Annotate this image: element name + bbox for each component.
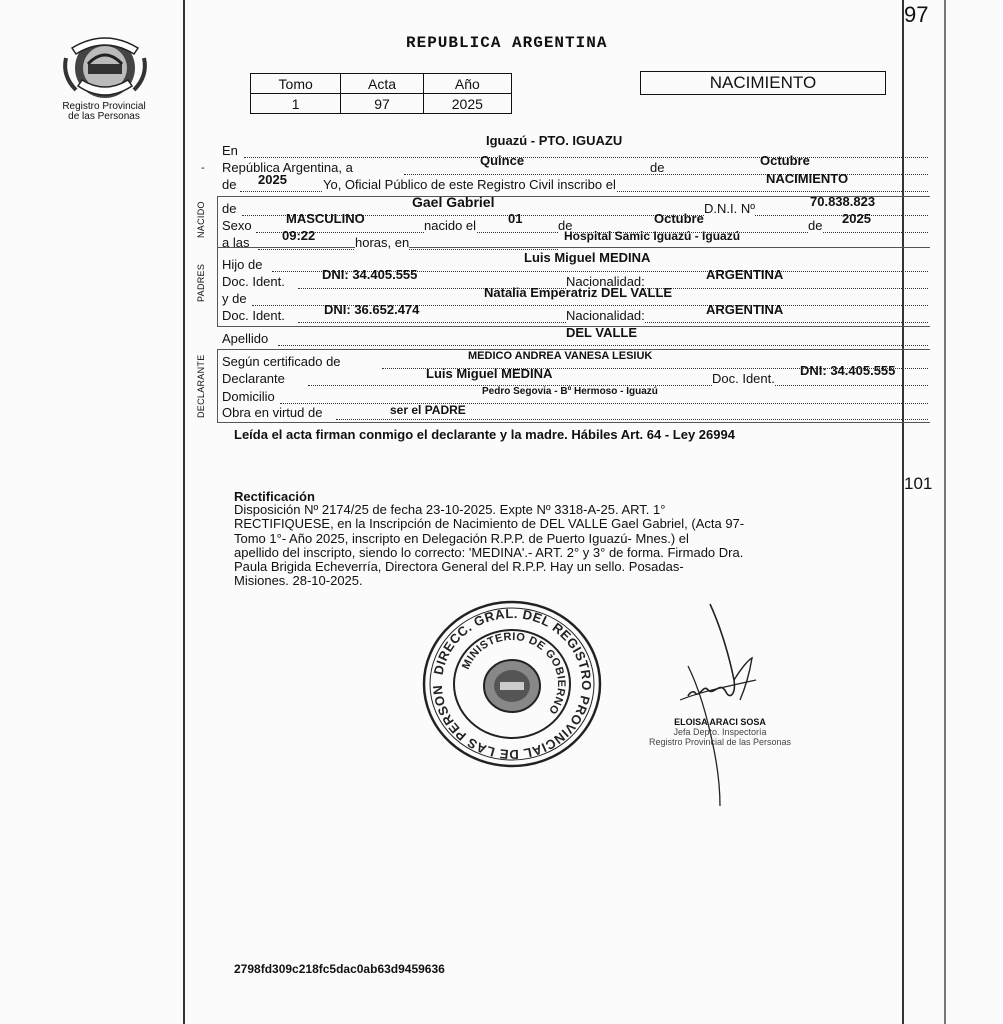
value-apellido: DEL VALLE [566, 325, 638, 340]
rectificacion-line: RECTIFIQUESE, en la Inscripción de Nacimiento de DEL VALLE Gael Gabriel, (Acta 97- [234, 516, 745, 532]
value-lugar: Iguazú - PTO. IGUAZU [486, 133, 623, 148]
value-lugar-nac: Hospital Samic Iguazú - Iguazú [564, 229, 741, 243]
label-horas-en: horas, en [355, 235, 410, 250]
value-dia: Quince [480, 153, 525, 168]
page-number: 97 [904, 2, 929, 27]
value-obra: ser el PADRE [390, 403, 466, 417]
handwritten-signature [660, 600, 780, 810]
table-header: Tomo [251, 74, 341, 94]
province-logo [58, 28, 152, 102]
section-divider [217, 422, 930, 423]
rectificacion-line: Disposición Nº 2174/25 de fecha 23-10-2025. Expte Nº 3318-A-25. ART. 1° [234, 502, 666, 517]
value-hora: 09:22 [282, 228, 316, 243]
value-sexo: MASCULINO [286, 211, 365, 226]
label-apellido: Apellido [222, 331, 269, 346]
table-cell: 97 [341, 94, 423, 114]
value-declarante-dni: DNI: 34.405.555 [800, 363, 896, 378]
official-seal [420, 598, 604, 770]
signature-role: Jefa Depto. Inspectoría [673, 727, 767, 737]
closing-statement: Leída el acta firman conmigo el declarante y la madre. Hábiles Art. 64 - Ley 26994 [234, 427, 735, 442]
label-de2: de [558, 218, 573, 233]
tomo-acta-table [250, 73, 512, 114]
value-nac-anio: 2025 [842, 211, 871, 226]
logo-caption-line2: de las Personas [68, 111, 140, 122]
rectificacion-line: Misiones. 28-10-2025. [234, 573, 363, 589]
value-anio: 2025 [258, 172, 287, 187]
rectificacion-line: Paula Brigida Echeverría, Directora General del R.P.P. Hay un sello. Posadas- [234, 559, 684, 575]
document-title: REPUBLICA ARGENTINA [406, 34, 608, 52]
rectificacion-line: apellido del inscripto, siendo lo correcto: 'MEDINA'.- ART. 2° y 3° de forma. Firmado Dra. [234, 544, 744, 560]
label-domicilio: Domicilio [222, 389, 275, 404]
declarante-bracket [217, 350, 218, 422]
label-dni: D.N.I. Nº [704, 201, 755, 216]
rectificacion-body [234, 503, 944, 589]
label-doc-ident-1: Doc. Ident. [222, 274, 285, 289]
side-label-nacido: NACIDO [196, 201, 206, 238]
dotted-line [336, 419, 928, 420]
type-box: NACIMIENTO [640, 71, 886, 95]
row-marker: - [201, 162, 205, 174]
section-divider [217, 247, 930, 248]
label-a-las: a las [222, 235, 250, 250]
label-y-de: y de [222, 291, 247, 306]
logo-caption [52, 102, 156, 122]
table-header: Año [423, 74, 511, 94]
value-dni: 70.838.823 [810, 194, 876, 209]
document-hash: 2798fd309c218fc5dac0ab63d9459636 [234, 962, 445, 976]
label-hijo-de: Hijo de [222, 257, 263, 272]
padres-bracket [217, 248, 218, 326]
label-doc-ident-2: Doc. Ident. [222, 308, 285, 323]
seal-inner-text: MINISTERIO DE GOBIERNO [459, 630, 568, 717]
dotted-line [404, 174, 928, 175]
label-nacido-el: nacido el [424, 218, 477, 233]
value-nombre: Gael Gabriel [412, 194, 495, 210]
dotted-line [244, 157, 928, 158]
label-yo: Yo, Oficial Público de este Registro Civil inscribo el [323, 177, 616, 192]
label-doc-ident-3: Doc. Ident. [712, 371, 775, 386]
label-declarante: Declarante [222, 371, 285, 386]
label-en: En [222, 143, 238, 158]
label-nacionalidad-1: Nacionalidad: [566, 274, 645, 289]
value-madre: Natalia Emperatriz DEL VALLE [484, 285, 673, 300]
outer-margin-line [944, 0, 946, 1024]
label-de3: de [808, 218, 823, 233]
value-padre-dni: DNI: 34.405.555 [322, 267, 418, 282]
signature-caption [620, 717, 820, 747]
label-nacionalidad-2: Nacionalidad: [566, 308, 645, 323]
label-obra: Obra en virtud de [222, 405, 323, 420]
value-domicilio: Pedro Segovia - Bº Hermoso - Iguazú [482, 386, 658, 397]
value-madre-nac: ARGENTINA [706, 302, 784, 317]
value-padre: Luis Miguel MEDINA [524, 250, 651, 265]
rectificacion-line: Tomo 1°- Año 2025, inscripto en Delegación R.P.P. de Puerto Iguazú- Mnes.) el [234, 530, 689, 546]
left-margin-line [183, 0, 185, 1024]
dotted-line [280, 403, 928, 404]
label-republica: República Argentina, a [222, 160, 353, 175]
value-acto: NACIMIENTO [766, 171, 849, 186]
label-sexo: Sexo [222, 218, 252, 233]
dotted-line [278, 345, 928, 346]
label-segun: Según certificado de [222, 354, 341, 369]
signature-name: ELOISA ARACI SOSA [674, 717, 766, 727]
nacido-bracket [217, 197, 218, 247]
logo-caption-line1: Registro Provincial [62, 101, 146, 112]
side-label-declarante: DECLARANTE [196, 354, 206, 418]
value-madre-dni: DNI: 36.652.474 [324, 302, 420, 317]
table-cell: 2025 [423, 94, 511, 114]
label-de-name: de [222, 201, 237, 216]
label-de: de [650, 160, 665, 175]
value-padre-nac: ARGENTINA [706, 267, 784, 282]
signature-office: Registro Provincial de las Personas [648, 737, 792, 747]
value-certificado: MEDICO ANDREA VANESA LESIUK [468, 350, 653, 362]
value-nac-mes: Octubre [654, 211, 704, 226]
page-number-secondary: 101 [904, 474, 933, 493]
label-de-year: de [222, 177, 237, 192]
value-mes: Octubre [760, 153, 810, 168]
rectificacion-title: Rectificación [234, 489, 315, 504]
side-label-padres: PADRES [196, 263, 206, 302]
table-header: Acta [341, 74, 423, 94]
seal-outer-text: DIRECC. GRAL. DEL REGISTRO PROVINCIAL DE LAS PERSON [429, 605, 595, 763]
value-nac-dia: 01 [508, 211, 523, 226]
value-declarante: Luis Miguel MEDINA [426, 366, 553, 381]
table-cell: 1 [251, 94, 341, 114]
